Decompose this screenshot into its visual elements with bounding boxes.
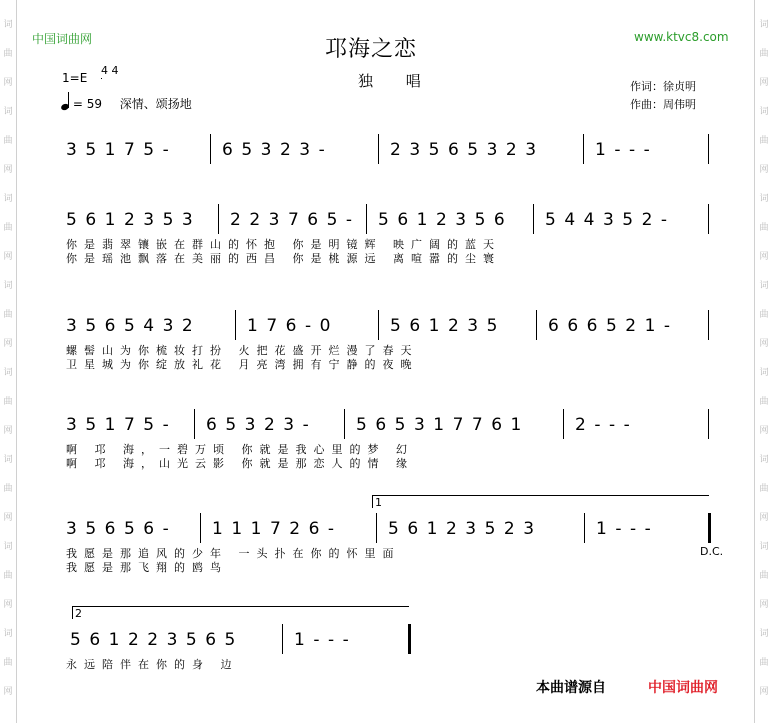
bar-line	[563, 409, 564, 439]
footer-site-name: 中国词曲网	[648, 680, 718, 696]
notation-measure: 1 - - -	[595, 140, 650, 160]
side-watermark-char: 网	[759, 600, 769, 610]
side-watermark-char: 曲	[3, 136, 13, 146]
end-bar-line	[708, 310, 709, 340]
side-watermark-char: 曲	[759, 49, 769, 59]
side-watermark-char: 网	[3, 252, 13, 262]
notation-measure: 3 5 1 7 5 -	[66, 140, 169, 160]
side-watermark-char: 词	[3, 107, 13, 117]
quarter-note-icon	[60, 103, 70, 111]
notation-measure: 1 1 1 7 2 6 -	[212, 519, 335, 539]
side-watermark-char: 网	[759, 252, 769, 262]
lyric-line-2: 你是瑶池飘落在美丽的西昌 你是桃源远 离喧嚣的尘寰	[66, 252, 501, 265]
side-watermark-char: 网	[759, 339, 769, 349]
bar-line	[194, 409, 195, 439]
notation-measure: 5 6 1 2 3 5	[390, 316, 498, 336]
side-watermark-char: 曲	[3, 310, 13, 320]
side-watermark-char: 词	[759, 542, 769, 552]
bar-line	[366, 204, 367, 234]
notation-measure: 3 5 1 7 5 -	[66, 415, 169, 435]
notation-measure: 6 5 3 2 3 -	[222, 140, 325, 160]
notation-measure: 5 6 5 3 1 7 7 6 1	[356, 415, 522, 435]
side-watermark-char: 网	[3, 165, 13, 175]
side-watermark-char: 网	[3, 78, 13, 88]
bar-line	[344, 409, 345, 439]
lyric-line-2: 我愿是那飞翔的鸥鸟	[66, 561, 228, 574]
side-watermark-char: 曲	[3, 658, 13, 668]
right-watermark-strip	[754, 0, 771, 723]
time-signature	[101, 64, 119, 77]
lyric-line-2: 啊 邛 海，山光云影 你就是那恋人的情 缘	[66, 457, 414, 470]
lyric-line-1: 螺髻山为你梳妆打扮 火把花盛开烂漫了春天	[66, 344, 419, 357]
side-watermark-char: 网	[3, 600, 13, 610]
notation-measure: 5 6 1 2 3 5 3	[66, 210, 193, 230]
side-watermark-char: 词	[3, 542, 13, 552]
end-bar-line	[708, 409, 709, 439]
side-watermark-char: 词	[3, 194, 13, 204]
time-sig-bottom: 4	[111, 64, 119, 77]
side-watermark-char: 词	[3, 20, 13, 30]
side-watermark-char: 曲	[759, 310, 769, 320]
notation-measure: 3 5 6 5 4 3 2	[66, 316, 193, 336]
end-bar-line	[408, 624, 411, 654]
bar-line	[210, 134, 211, 164]
lyric-line-1: 啊 邛 海，一碧万顷 你就是我心里的梦 幻	[66, 443, 414, 456]
notation-measure: 6 5 3 2 3 -	[206, 415, 309, 435]
side-watermark-char: 网	[759, 78, 769, 88]
side-watermark-char: 网	[3, 426, 13, 436]
bar-line	[282, 624, 283, 654]
side-watermark-char: 网	[759, 426, 769, 436]
bar-line	[536, 310, 537, 340]
notation-measure: 1 7 6 - 0	[247, 316, 331, 336]
side-watermark-char: 词	[759, 194, 769, 204]
notation-measure: 2 2 3 7 6 5 -	[230, 210, 353, 230]
site-watermark-right: www.ktvc8.com	[634, 30, 729, 44]
side-watermark-char: 词	[3, 629, 13, 639]
side-watermark-char: 词	[759, 20, 769, 30]
side-watermark-char: 曲	[759, 571, 769, 581]
side-watermark-char: 词	[759, 455, 769, 465]
side-watermark-char: 曲	[3, 49, 13, 59]
side-watermark-char: 词	[3, 455, 13, 465]
time-sig-top: 4	[101, 64, 108, 77]
side-watermark-char: 词	[759, 629, 769, 639]
side-watermark-char: 曲	[3, 571, 13, 581]
end-bar-line	[708, 134, 709, 164]
lyric-line-1: 你是翡翠镶嵌在群山的怀抱 你是明镜辉 映广阔的蓝天	[66, 238, 501, 251]
volta-number: 2	[75, 607, 82, 620]
notation-measure: 3 5 6 5 6 -	[66, 519, 169, 539]
bar-line	[583, 134, 584, 164]
lyric-line-1: 永远陪伴在你的身 边	[66, 658, 239, 671]
bar-line	[378, 134, 379, 164]
bar-line	[378, 310, 379, 340]
expression-text: 深情、颂扬地	[119, 97, 192, 111]
notation-measure: 6 6 6 5 2 1 -	[548, 316, 671, 336]
side-watermark-char: 词	[3, 281, 13, 291]
side-watermark-char: 曲	[3, 397, 13, 407]
side-watermark-char: 网	[3, 687, 13, 697]
notation-measure: 5 6 1 2 3 5 6	[378, 210, 505, 230]
side-watermark-char: 网	[759, 687, 769, 697]
side-watermark-char: 曲	[759, 658, 769, 668]
bar-line	[584, 513, 585, 543]
volta-bracket	[72, 606, 409, 619]
notation-measure: 5 4 4 3 5 2 -	[545, 210, 668, 230]
left-watermark-strip	[0, 0, 17, 723]
side-watermark-char: 曲	[759, 397, 769, 407]
tempo-marking	[61, 92, 192, 112]
bar-line	[200, 513, 201, 543]
site-watermark-left: 中国词曲网	[32, 32, 93, 46]
side-watermark-char: 网	[3, 339, 13, 349]
lyricist-credit: 作词：徐贞明	[630, 80, 696, 93]
end-bar-line	[708, 513, 711, 543]
song-subtitle: 独 唱	[358, 72, 435, 90]
side-watermark-char: 曲	[759, 136, 769, 146]
end-bar-line	[708, 204, 709, 234]
song-title: 邛海之恋	[325, 37, 418, 62]
notation-measure: 2 3 5 6 5 3 2 3	[390, 140, 537, 160]
lyric-line-1: 我愿是那追风的少年 一头扑在你的怀里面	[66, 547, 401, 560]
side-watermark-char: 词	[759, 368, 769, 378]
notation-measure: 5 6 1 2 3 5 2 3	[388, 519, 535, 539]
bar-line	[376, 513, 377, 543]
notation-measure: 2 - - -	[575, 415, 630, 435]
notation-measure: 1 - - -	[596, 519, 651, 539]
composer-credit: 作曲：周伟明	[630, 98, 696, 111]
side-watermark-char: 曲	[759, 223, 769, 233]
side-watermark-char: 网	[759, 165, 769, 175]
side-watermark-char: 曲	[759, 484, 769, 494]
side-watermark-char: 网	[3, 513, 13, 523]
da-capo-mark: D.C.	[700, 545, 724, 558]
side-watermark-char: 网	[759, 513, 769, 523]
bar-line	[218, 204, 219, 234]
lyric-line-2: 卫星城为你绽放礼花 月亮湾拥有宁静的夜晚	[66, 358, 419, 371]
volta-bracket	[372, 495, 709, 508]
notation-measure: 5 6 1 2 2 3 5 6 5	[70, 630, 236, 650]
bar-line	[533, 204, 534, 234]
side-watermark-char: 曲	[3, 223, 13, 233]
key-signature: 1=E	[62, 71, 88, 85]
tempo-value: = 59	[72, 97, 102, 111]
notation-measure: 1 - - -	[294, 630, 349, 650]
side-watermark-char: 词	[3, 368, 13, 378]
side-watermark-char: 词	[759, 281, 769, 291]
bar-line	[235, 310, 236, 340]
side-watermark-char: 曲	[3, 484, 13, 494]
volta-number: 1	[375, 496, 382, 509]
footer-source-label: 本曲谱源自	[536, 680, 606, 696]
side-watermark-char: 词	[759, 107, 769, 117]
